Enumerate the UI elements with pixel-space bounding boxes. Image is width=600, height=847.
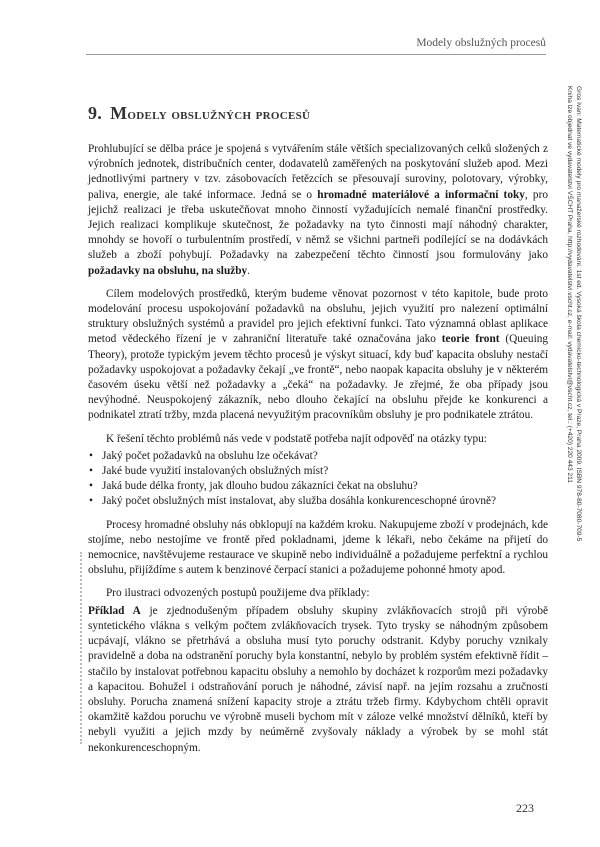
paragraph-everyday-queues: Procesy hromadné obsluhy nás obklopují na každém kroku. Nakupujeme zboží v prodejnách, kde stojíme, nebo nestojíme ve frontě před pokladnami, jdeme k lékaři, nebo čekáme na přijetí do nemocnice, navštěvujeme restaurace ve skupině nebo individuálně a požadujeme perfektní a rychlou obsluhu, přijíždíme s autem k benzinové čerpací stanici a požadujeme pohonné hmoty apod. [88, 518, 548, 577]
header-rule [86, 54, 546, 55]
questions-list [88, 449, 548, 510]
paragraph-examples-intro: Pro ilustraci odvozených postupů použijeme dva příklady: [106, 587, 370, 600]
chapter-title-initial: M [110, 103, 128, 123]
example-label: Příklad A [88, 604, 141, 617]
chapter-heading [88, 103, 310, 124]
list-item: • Jaká bude délka fronty, jak dlouho budou zákazníci čekat na obsluhu? [102, 479, 548, 494]
paragraph-example-a: Příklad A je zjednodušeným případem obsluhy skupiny zvlákňovacích strojů při výrobě syntetického vlákna s velkým počtem zvlákňovacích trysek. Tyto trysky se náhodným způsobem ucpávají, vlákno se přetrhává a obsluha musí tyto poruchy odstranit. Kdyby poruchy vznikaly pravidelně a doba na odstranění poruchy byla konstantní, nebylo by problém systém efektivně řídit – stačilo by instalovat potřebnou kapacitu obsluhy a nemohlo by docházet k rozporům mezi požadavky a kapacitou. Bohužel i odstraňování poruch je náhodné, závisí např. na jejím rozsahu a zručnosti obsluhy. Porucha znamená snížení kapacity stroje a ztrátu tržeb firmy. Kdybychom chtěli opravit okamžitě každou poruchu ve výrobně museli bychom mít v záloze velké množství dělníků, kteří by nebyli využiti a jejich mzdy by neúměrně zvyšovaly náklady a výrobek by se mohl stát nekonkurenceschopným. [88, 604, 548, 754]
paragraph-goal: Cílem modelových prostředků, kterým budeme věnovat pozornost v této kapitole, bude proto modelování procesu uspokojování požadavků na obsluhu, jejich využití pro nalezení optimální struktury obslužných systémů a pravidel pro jejich efektivní funkci. Tato významná oblast aplikace metod vědeckého řízení je v zahraniční literatuře také označována jako teorie front (Queuing Theory), protože typickým jevem těchto procesů je výskyt situací, kdy buď kapacita obsluhy nestačí požadavky uspokojovat a požadavky čekají „ve frontě“, nebo naopak kapacita obsluhy je v některém časovém úseku větší než požadavky a „čeká“ na požadavky. Je zřejmé, že oba případy jsou nevýhodné. Neuspokojený zákazník, nebo dlouho čekající na obsluhu přejde ke konkurenci a podnikatel ztratí tržby, mzda placená nevyužitým pracovníkům obsluhy je pro podnikatele ztrátou. [88, 287, 549, 422]
chapter-number: 9. [88, 103, 103, 123]
paragraph-intro: Prohlubující se dělba práce je spojená s vytvářením stále větších specializovaných celků složených z výrobních jednotek, distribučních center, dodavatelů zaměřených na poskytování služeb apod. Mezi jednotlivými partnery v tzv. zásobovacích řetězcích se přesouvají suroviny, polotovary, výrobky, paliva, energie, ale také informace. Jedná se o hromadné materiálové a informační toky, pro jejichž realizaci je třeba uskutečňovat mnoho činností vyžadujících nemalé finanční prostředky. Jejich realizaci komplikuje skutečnost, že požadavky na tyto činnosti mají náhodný charakter, mnohdy se hovoří o turbulentním prostředí, v němž se všichni partneři podílející se na dodávkách služeb a zboží pohybují. Požadavky na zabezpečení těchto činností jsou formulovány jako požadavky na obsluhu, na služby. [88, 143, 548, 277]
paragraph-questions-intro: K řešení těchto problémů nás vede v podstatě potřeba najít odpověď na otázky typu: [106, 432, 487, 445]
list-item: • Jaké bude využití instalovaných obslužných míst? [102, 464, 548, 479]
term-queuing-theory: teorie front [441, 333, 500, 346]
body-text [88, 142, 548, 764]
side-note-line-2: Kniha lze objednat ve vydavatelství VŠCHT Praha, http://vydavatelstvi.vscht.cz, e-mail: vydavatelstvi@vscht.cz, tel.: (+420) 220 443 211 [566, 86, 573, 483]
page-number: 223 [516, 801, 534, 815]
margin-dotted-bar [80, 552, 82, 744]
side-note-line-1: Gros Ivan: Matematické modely pro manažerské rozhodování. 1st ed. Vysoká škola chemicko-technologická v Praze, Praha 2009. ISBN 978-80-7080-709-5 [575, 86, 582, 542]
side-note [565, 86, 583, 541]
term-material-flows: hromadné materiálové a informační toky [317, 188, 525, 201]
term-service-requests: požadavky na obsluhu, na služby [88, 264, 248, 277]
list-item: • Jaký počet požadavků na obsluhu lze očekávat? [102, 449, 548, 464]
chapter-title: odely obslužných procesů [127, 106, 311, 123]
running-header: Modely obslužných procesů [416, 37, 546, 49]
list-item: • Jaký počet obslužných míst instalovat, aby služba dosáhla konkurenceschopné úrovně? [102, 494, 548, 509]
